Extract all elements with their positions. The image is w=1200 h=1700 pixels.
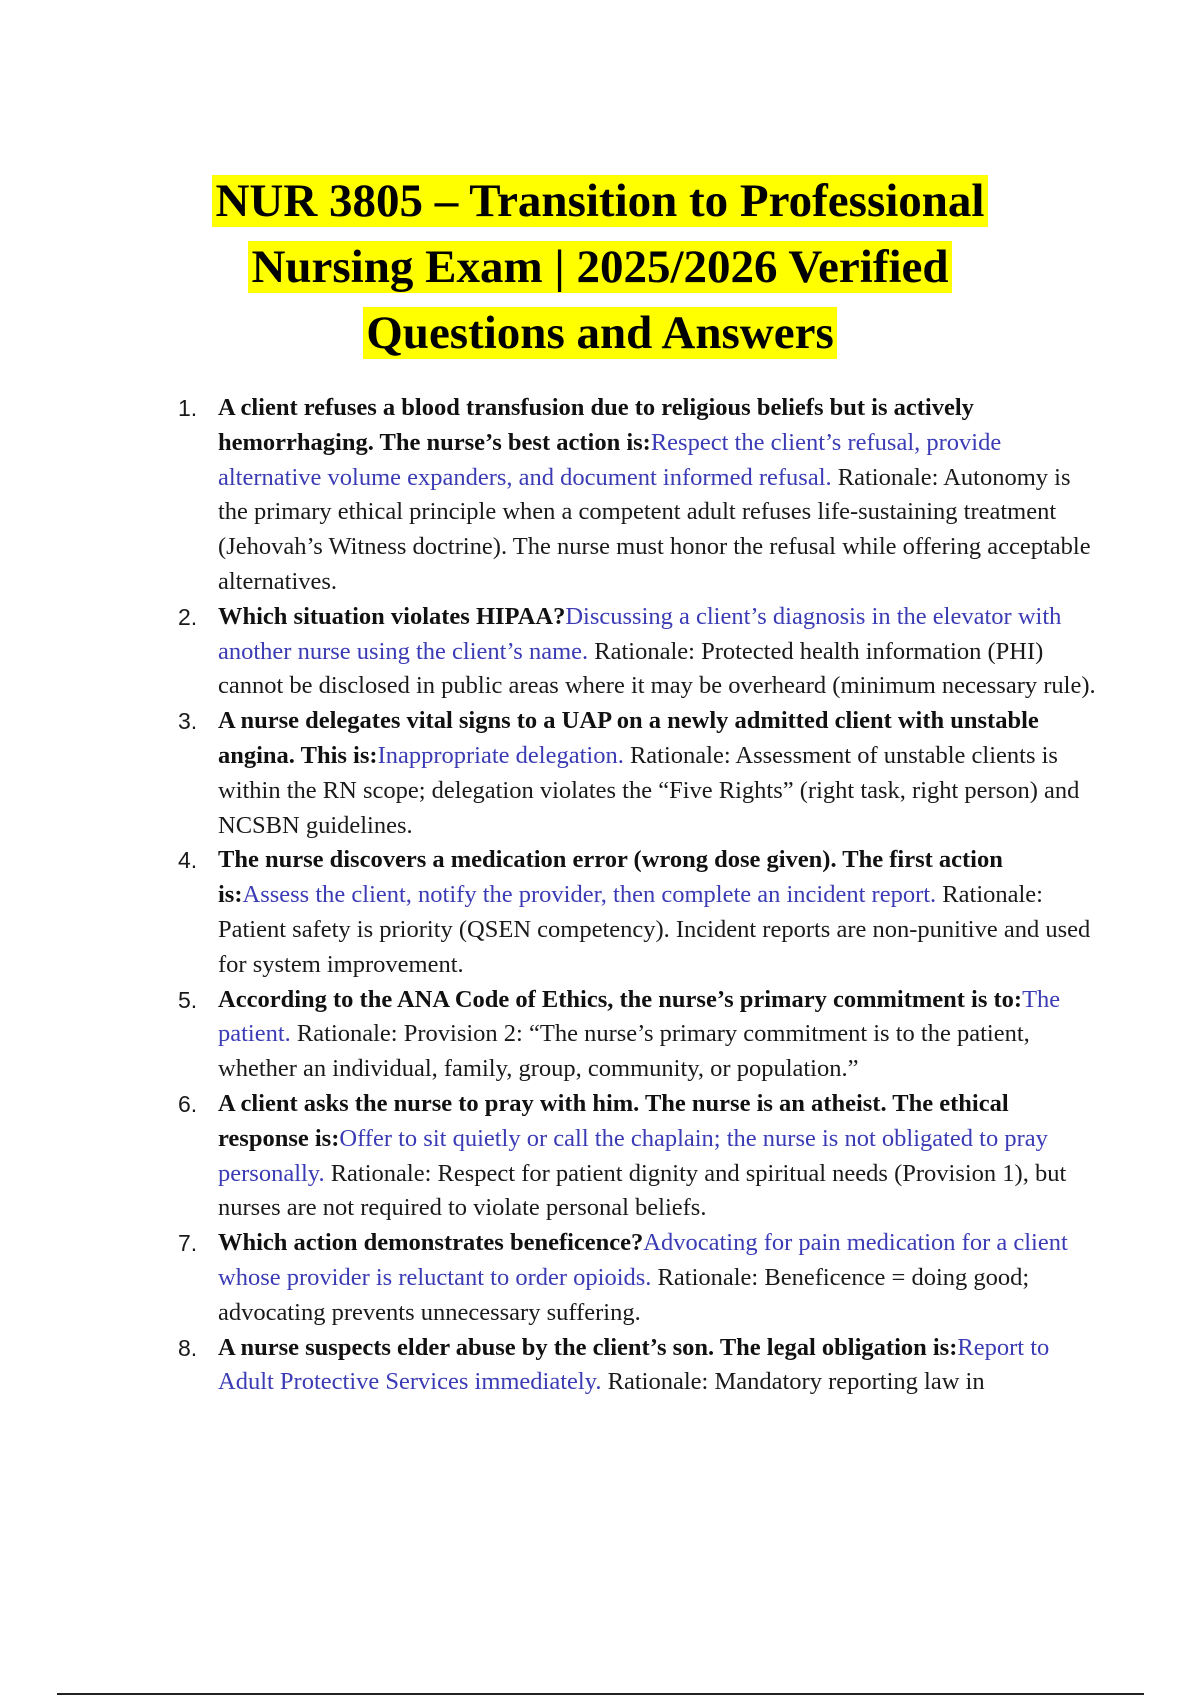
question-number: 7.: [178, 1230, 198, 1257]
question-item-7: [175, 1226, 1100, 1330]
question-text: The nurse discovers a medication error (wrong dose given). The first action is:: [218, 846, 1003, 909]
answer-text: Respect the client’s refusal, provide alternative volume expanders, and document informed refusal.: [218, 428, 1002, 491]
question-item-4: [175, 843, 1100, 982]
question-text: According to the ANA Code of Ethics, the nurse’s primary commitment is to:: [218, 985, 1023, 1013]
rationale-text: Rationale: Patient safety is priority (QSEN competency). Incident reports are non-punitive and used for system improvement.: [218, 881, 1091, 978]
rationale-text: Rationale: Protected health information (PHI) cannot be disclosed in public areas where it may be overheard (minimum necessary rule).: [218, 637, 1096, 700]
question-text: A nurse delegates vital signs to a UAP on a newly admitted client with unstable angina. This is:: [218, 707, 1039, 769]
answer-text: Assess the client, notify the provider, then complete an incident report.: [242, 881, 937, 909]
answer-text: Report to Adult Protective Services immediately.: [218, 1333, 1050, 1396]
title-line-3: Questions and Answers: [363, 307, 837, 359]
question-list: [175, 391, 1100, 1400]
question-number: 4.: [178, 847, 198, 874]
footer-divider: [57, 1693, 1144, 1695]
rationale-text: Rationale: Autonomy is the primary ethical principle when a competent adult refuses life-sustaining treatment (Jehovah’s Witness doctrine). The nurse must honor the refusal while offering acceptable alternatives.: [218, 463, 1091, 595]
document-title: [150, 168, 1050, 366]
question-item-3: [175, 704, 1100, 843]
answer-text: The patient.: [218, 985, 1061, 1048]
question-text: Which action demonstrates beneficence?: [218, 1229, 644, 1257]
title-line-2: Nursing Exam | 2025/2026 Verified: [248, 241, 951, 293]
question-number: 8.: [178, 1334, 198, 1361]
question-item-5: [175, 983, 1100, 1087]
question-item-2: [175, 600, 1100, 704]
answer-text: Advocating for pain medication for a client whose provider is reluctant to order opioids.: [218, 1229, 1068, 1291]
question-number: 6.: [178, 1090, 198, 1117]
answer-text: Offer to sit quietly or call the chaplain; the nurse is not obligated to pray personally.: [218, 1124, 1048, 1187]
question-text: Which situation violates HIPAA?: [218, 602, 566, 630]
rationale-text: Rationale: Mandatory reporting law in: [601, 1368, 985, 1396]
question-text: A nurse suspects elder abuse by the client’s son. The legal obligation is:: [218, 1333, 958, 1361]
question-number: 2.: [178, 603, 198, 630]
question-number: 3.: [178, 708, 198, 735]
rationale-text: Rationale: Respect for patient dignity and spiritual needs (Provision 1), but nurses are not required to violate personal beliefs.: [218, 1159, 1067, 1222]
answer-text: Inappropriate delegation.: [377, 741, 624, 769]
question-text: A client asks the nurse to pray with him. The nurse is an atheist. The ethical response is:: [218, 1089, 1009, 1152]
question-item-1: [175, 391, 1100, 600]
rationale-text: Rationale: Beneficence = doing good; advocating prevents unnecessary suffering.: [218, 1263, 1030, 1326]
title-line-1: NUR 3805 – Transition to Professional: [212, 175, 987, 227]
question-item-8: [175, 1331, 1100, 1401]
question-number: 1.: [178, 395, 198, 421]
question-text: A client refuses a blood transfusion due to religious beliefs but is actively hemorrhaging. The nurse’s best action is:: [218, 394, 974, 456]
rationale-text: Rationale: Assessment of unstable clients is within the RN scope; delegation violates the “Five Rights” (right task, right person) and NCSBN guidelines.: [218, 741, 1080, 839]
rationale-text: Rationale: Provision 2: “The nurse’s primary commitment is to the patient, whether an individual, family, group, community, or population.”: [218, 1020, 1030, 1083]
question-item-6: [175, 1087, 1100, 1226]
answer-text: Discussing a client’s diagnosis in the elevator with another nurse using the client’s name.: [218, 602, 1062, 665]
question-number: 5.: [178, 986, 198, 1013]
